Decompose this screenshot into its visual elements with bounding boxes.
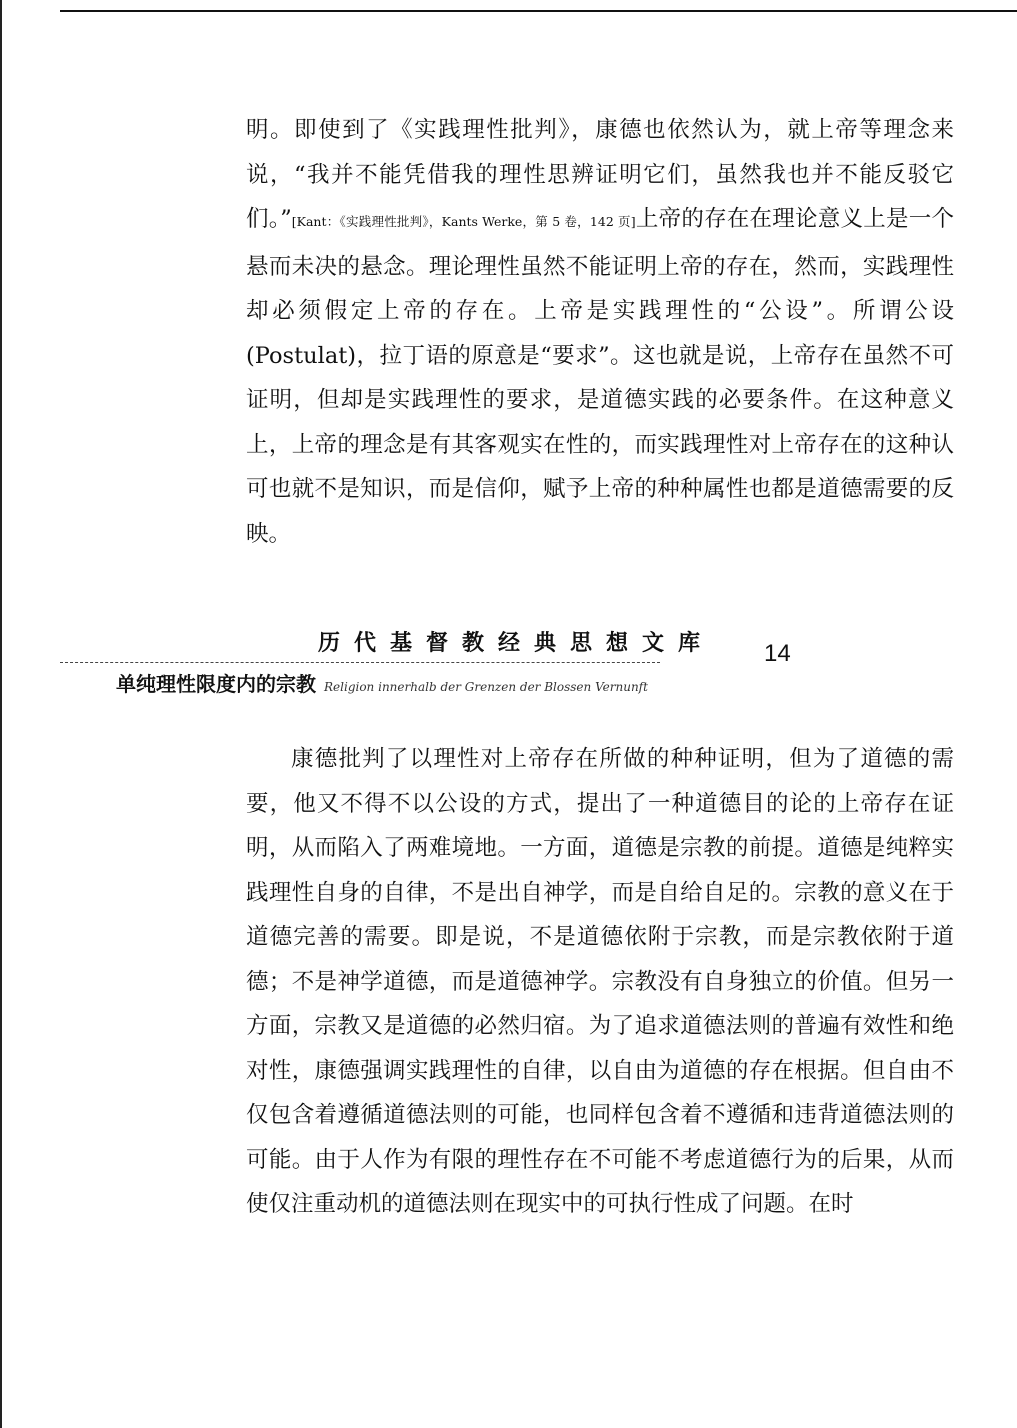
book-title-header bbox=[116, 668, 648, 697]
header-dashed-divider bbox=[60, 662, 660, 663]
paragraph-1-text-a: 明。即使到了《实践理性批判》，康德也依然认为，就上帝等理念来说，“我并不能凭借我的理性思辨证明它们，虽然我也并不能反驳它们。” bbox=[246, 117, 954, 232]
book-title: 单纯理性限度内的宗教 bbox=[116, 672, 316, 696]
page-number: 14 bbox=[764, 640, 791, 667]
paragraph-2: 康德批判了以理性对上帝存在所做的种种证明，但为了道德的需要，他又不得不以公设的方式，提出了一种道德目的论的上帝存在证明，从而陷入了两难境地。一方面，道德是宗教的前提。道德是纯粹实践理性自身的自律，不是出自神学，而是自给自足的。宗教的意义在于道德完善的需要。即是说，不是道德依附于宗教，而是宗教依附于道德；不是神学道德，而是道德神学。宗教没有自身独立的价值。但另一方面，宗教又是道德的必然归宿。为了追求道德法则的普遍有效性和绝对性，康德强调实践理性的自律，以自由为道德的存在根据。但自由不仅包含着遵循道德法则的可能，也同样包含着不遵循和违背道德法则的可能。由于人作为有限的理性存在不可能不考虑道德行为的后果，从而使仅注重动机的道德法则在现实中的可执行性成了问题。在时 bbox=[246, 746, 954, 1217]
book-title-german: Religion innerhalb der Grenzen der Blossen Vernunft bbox=[324, 680, 648, 694]
left-page-edge bbox=[0, 0, 2, 1428]
paragraph-1 bbox=[246, 108, 954, 556]
series-title: 历代基督教经典思想文库 bbox=[318, 631, 715, 656]
top-border-line bbox=[60, 10, 1017, 12]
citation: [Kant：《实践理性批判》，Kants Werke，第 5 卷，142 页] bbox=[291, 214, 636, 229]
paragraph-1-text-b: 上帝的存在在理论意义上是一个悬而未决的悬念。理论理性虽然不能证明上帝的存在，然而，实践理性却必须假定上帝的存在。上帝是实践理性的“公设”。所谓公设(Postulat)，拉丁语的原意是“要求”。这也就是说，上帝存在虽然不可证明，但却是实践理性的要求，是道德实践的必要条件。在这种意义上，上帝的理念是有其客观实在性的，而实践理性对上帝存在的这种认可也就不是知识，而是信仰，赋予上帝的种种属性也都是道德需要的反映。 bbox=[246, 206, 954, 547]
